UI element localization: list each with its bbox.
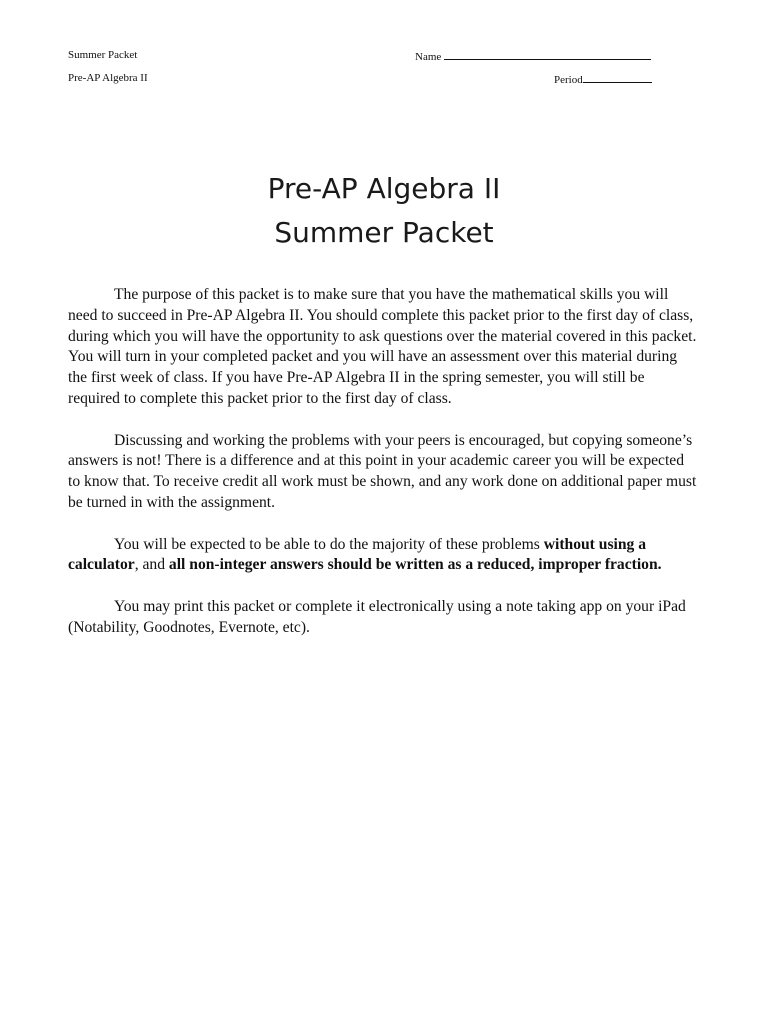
name-field xyxy=(415,48,651,64)
expectations-bold-calculator: without using a calculator xyxy=(68,535,647,574)
paragraph-purpose: The purpose of this packet is to make sure that you have the mathematical skills you will need to succeed in Pre-AP Algebra II. You should complete this packet prior to the first day of class, during which you will have the opportunity to ask questions over the material covered in this packet. You will turn in your completed packet and you will have an assessment over this material during the first week of class. If you have Pre-AP Algebra II in the spring semester, you will still be required to complete this packet prior to the first day of class. xyxy=(68,286,697,407)
period-label: Period xyxy=(554,74,583,86)
paragraph-expectations xyxy=(68,535,698,577)
document-body xyxy=(68,285,698,659)
paragraph-collaboration: Discussing and working the problems with your peers is encouraged, but copying someone’s answers is not! There is a difference and at this point in your academic career you will be expected to know that. To receive credit all work must be shown, and any work done on additional paper must be turned in with the assignment. xyxy=(68,431,697,511)
name-blank-line xyxy=(444,48,651,60)
header-course-label: Pre-AP Algebra II xyxy=(68,72,148,84)
period-field xyxy=(554,71,652,87)
paragraph-completion-options: You may print this packet or complete it electronically using a note taking app on your iPad (Notability, Goodnotes, Evernote, etc). xyxy=(68,597,686,636)
expectations-text-2: , and xyxy=(134,556,169,574)
document-title-line-1: Pre-AP Algebra II xyxy=(267,172,501,205)
expectations-text-1: You will be expected to be able to do the majority of these problems xyxy=(114,535,544,553)
name-label: Name xyxy=(415,51,442,63)
period-blank-line xyxy=(583,71,652,83)
document-title-line-2: Summer Packet xyxy=(274,216,494,249)
header-packet-label: Summer Packet xyxy=(68,49,138,61)
expectations-bold-fraction: all non-integer answers should be written as a reduced, improper fraction. xyxy=(168,556,662,574)
